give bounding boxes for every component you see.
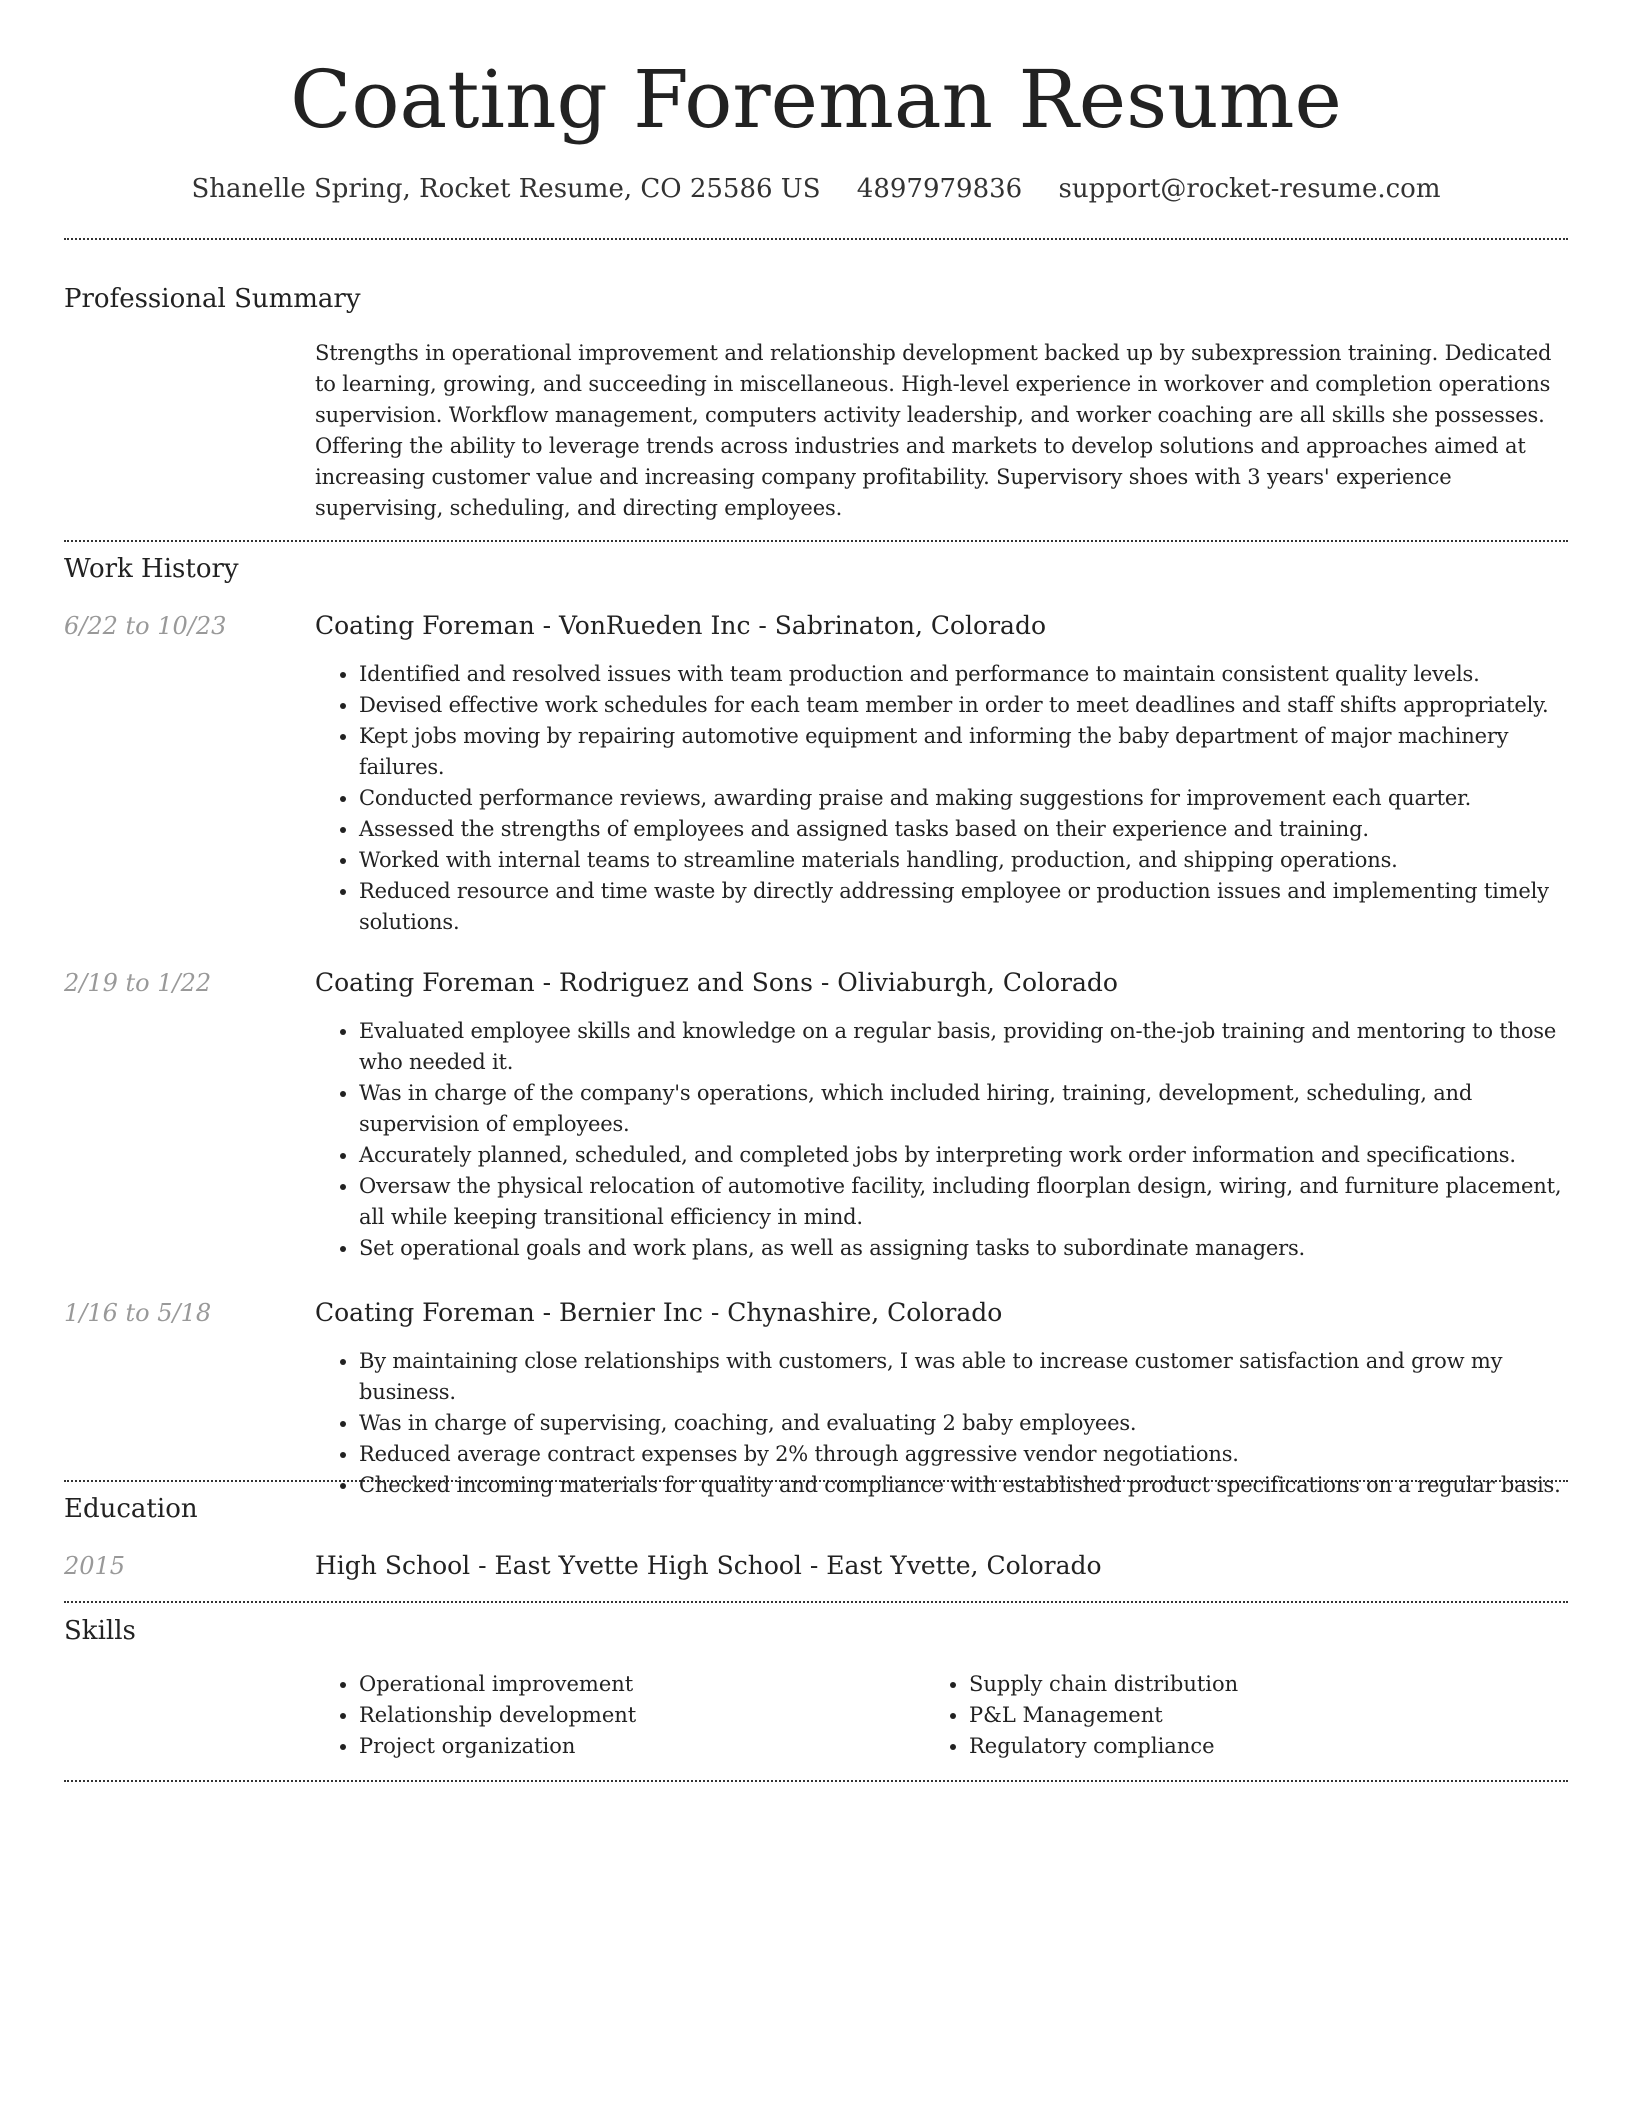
list-item: • Assessed the strengths of employees and assigned tasks based on their experience and training. — [359, 814, 1567, 845]
list-item: • Evaluated employee skills and knowledge on a regular basis, providing on-the-job training and mentoring to those who needed it. — [359, 1016, 1567, 1078]
job-title: Coating Foreman - Rodriguez and Sons - Oliviaburgh, Colorado — [315, 968, 1118, 997]
divider — [64, 238, 1568, 240]
skill-item: • Supply chain distribution — [969, 1669, 1569, 1700]
skill-item: • Project organization — [359, 1731, 919, 1762]
list-item: • Devised effective work schedules for each team member in order to meet deadlines and staff shifts appropriately. — [359, 690, 1567, 721]
list-item: • Kept jobs moving by repairing automotive equipment and informing the baby department of major machinery failures. — [359, 721, 1567, 783]
list-item: • Accurately planned, scheduled, and completed jobs by interpreting work order information and specifications. — [359, 1140, 1567, 1171]
contact-address: Shanelle Spring, Rocket Resume, CO 25586 US — [191, 174, 821, 204]
skill-item: • Regulatory compliance — [969, 1731, 1569, 1762]
skills-list-left — [315, 1669, 919, 1762]
list-item: • Oversaw the physical relocation of automotive facility, including floorplan design, wiring, and furniture placement, all while keeping transitional efficiency in mind. — [359, 1171, 1567, 1233]
list-item: • Identified and resolved issues with team production and performance to maintain consistent quality levels. — [359, 659, 1567, 690]
list-item: • Was in charge of supervising, coaching, and evaluating 2 baby employees. — [359, 1408, 1567, 1439]
education-year: 2015 — [64, 1552, 126, 1580]
job-title: Coating Foreman - VonRueden Inc - Sabrinaton, Colorado — [315, 611, 1047, 640]
skill-item: • P&L Management — [969, 1700, 1569, 1731]
contact-email: support@rocket-resume.com — [1058, 174, 1441, 204]
resume-header — [64, 0, 1568, 206]
contact-phone: 4897979836 — [856, 174, 1023, 204]
divider — [64, 1480, 1568, 1482]
job-dates: 6/22 to 10/23 — [64, 612, 227, 640]
section-heading-skills: Skills — [64, 1616, 136, 1646]
resume-title: Coating Foreman Resume — [290, 53, 1342, 146]
contact-line — [64, 172, 1568, 206]
list-item: • Was in charge of the company's operations, which included hiring, training, development, scheduling, and supervision of employees. — [359, 1078, 1567, 1140]
job-bullets — [315, 1346, 1567, 1501]
section-heading-summary: Professional Summary — [64, 284, 361, 314]
list-item: • Set operational goals and work plans, as well as assigning tasks to subordinate managers. — [359, 1233, 1567, 1264]
divider — [64, 540, 1568, 542]
education-title: High School - East Yvette High School - East Yvette, Colorado — [315, 1551, 1102, 1580]
job-title: Coating Foreman - Bernier Inc - Chynashire, Colorado — [315, 1298, 1003, 1327]
summary-text: Strengths in operational improvement and relationship development backed up by subexpression training. Dedicated to learning, growing, and succeeding in miscellaneous. High-level experience in workover and completion operations supervision. Workflow management, computers activity leadership, and worker coaching are all skills she possesses. Offering the ability to leverage trends across industries and markets to develop solutions and approaches aimed at increasing customer value and increasing company profitability. Supervisory shoes with 3 years' experience supervising, scheduling, and directing employees. — [315, 341, 1552, 520]
job-bullets — [315, 1016, 1567, 1264]
section-heading-work-history: Work History — [64, 554, 239, 584]
job-dates: 2/19 to 1/22 — [64, 969, 212, 997]
list-item: • Checked incoming materials for quality and compliance with established product specifications on a regular basis. — [359, 1470, 1567, 1501]
summary-block — [315, 338, 1567, 524]
skill-item: • Operational improvement — [359, 1669, 919, 1700]
job-dates: 1/16 to 5/18 — [64, 1299, 212, 1327]
divider — [64, 1780, 1568, 1782]
divider — [64, 1601, 1568, 1603]
job-bullets — [315, 659, 1567, 938]
list-item: • Worked with internal teams to streamline materials handling, production, and shipping operations. — [359, 845, 1567, 876]
list-item: • Reduced average contract expenses by 2% through aggressive vendor negotiations. — [359, 1439, 1567, 1470]
skills-list-right — [925, 1669, 1569, 1762]
list-item: • Conducted performance reviews, awarding praise and making suggestions for improvement each quarter. — [359, 783, 1567, 814]
list-item: • By maintaining close relationships with customers, I was able to increase customer satisfaction and grow my business. — [359, 1346, 1567, 1408]
section-heading-education: Education — [64, 1494, 198, 1524]
list-item: • Reduced resource and time waste by directly addressing employee or production issues and implementing timely solutions. — [359, 876, 1567, 938]
skill-item: • Relationship development — [359, 1700, 919, 1731]
